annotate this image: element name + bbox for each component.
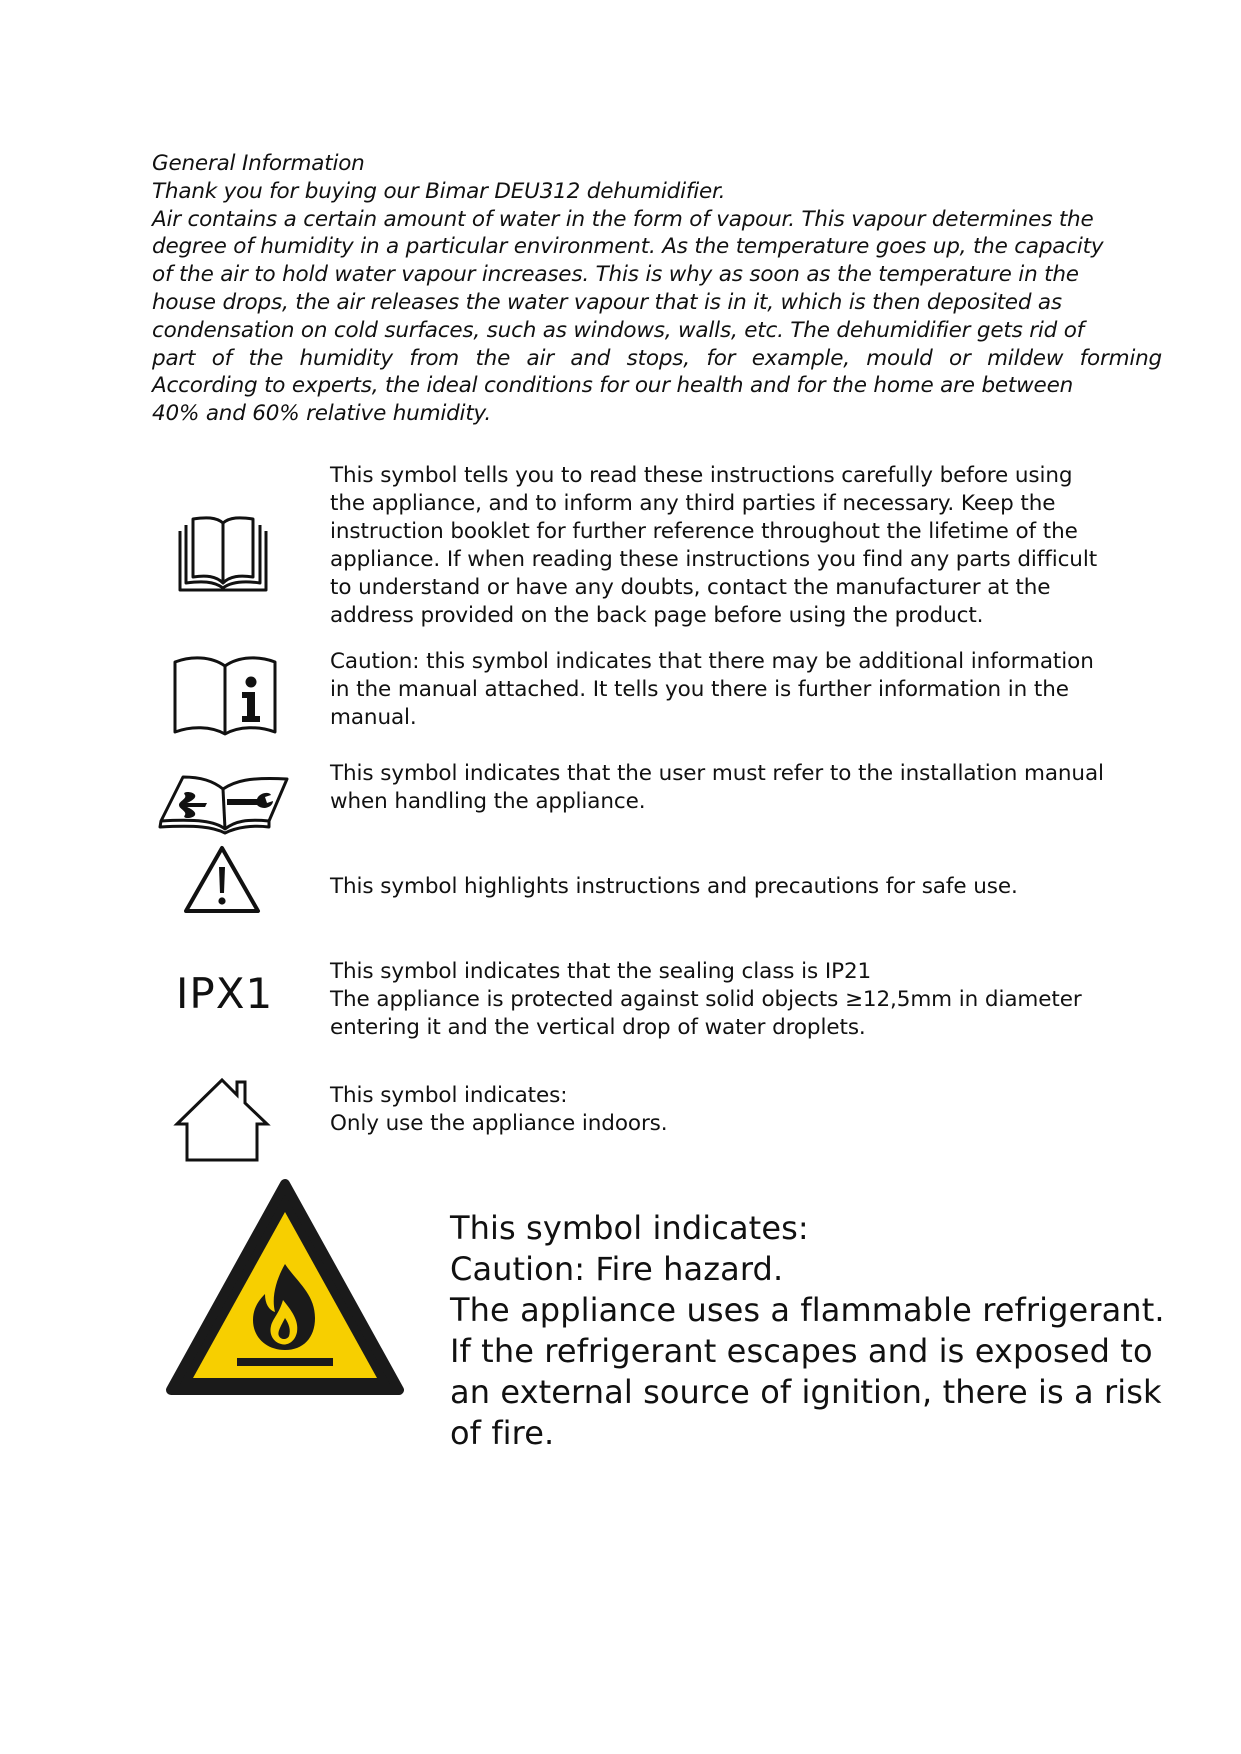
- ipx-rating-label: IPX1: [176, 969, 274, 1018]
- intro-line: house drops, the air releases the water vapour that is in it, which is then deposited as: [152, 289, 1062, 315]
- ipx-description: This symbol indicates that the sealing class is IP21 The appliance is protected against solid objects ≥12,5mm in diameter entering it and the vertical drop of water droplets.: [330, 959, 1082, 1040]
- house-icon: [173, 1076, 271, 1164]
- thank-you-line: Thank you for buying our Bimar DEU312 dehumidifier.: [152, 178, 726, 204]
- intro-line: Air contains a certain amount of water in the form of vapour. This vapour determines the: [152, 206, 1094, 232]
- intro-line: part of the humidity from the air and stops, for example, mould or mildew forming: [152, 345, 1162, 371]
- open-book-icon: [176, 513, 271, 595]
- indoor-description: This symbol indicates: Only use the appliance indoors.: [330, 1083, 668, 1136]
- intro-line: of the air to hold water vapour increases. This is why as soon as the temperature in the: [152, 262, 1079, 288]
- intro-line: According to experts, the ideal conditions for our health and for the home are between: [152, 373, 1074, 399]
- installation-description: This symbol indicates that the user must refer to the installation manual when handling the appliance.: [330, 761, 1104, 814]
- read-manual-description: This symbol tells you to read these instructions carefully before using the appliance, and to inform any third parties if necessary. Keep the instruction booklet for further reference throughout the lifetime of the appliance. If when reading these instructions you find any parts difficult to understand or have any doubts, contact the manufacturer at the address provided on the back page before using the product.: [330, 463, 1098, 628]
- general-information-section: [152, 150, 1162, 428]
- intro-line: degree of humidity in a particular environment. As the temperature goes up, the capacity: [152, 234, 1104, 260]
- flammable-warning-icon: [165, 1178, 405, 1400]
- intro-line: condensation on cold surfaces, such as windows, walls, etc. The dehumidifier gets rid of: [152, 317, 1085, 343]
- section-heading: General Information: [152, 151, 365, 176]
- info-description: Caution: this symbol indicates that there may be additional information in the manual attached. It tells you there is further information in the manual.: [330, 649, 1094, 730]
- warning-description: This symbol highlights instructions and precautions for safe use.: [330, 874, 1018, 899]
- intro-line: 40% and 60% relative humidity.: [152, 401, 492, 427]
- wrench-book-icon: [157, 773, 292, 835]
- warning-triangle-icon: [182, 843, 262, 917]
- info-book-icon: [171, 652, 279, 736]
- fire-hazard-description: This symbol indicates: Caution: Fire hazard. The appliance uses a flammable refrigerant. If the refrigerant escapes and is exposed to an external source of ignition, there is a risk of fire.: [450, 1209, 1165, 1452]
